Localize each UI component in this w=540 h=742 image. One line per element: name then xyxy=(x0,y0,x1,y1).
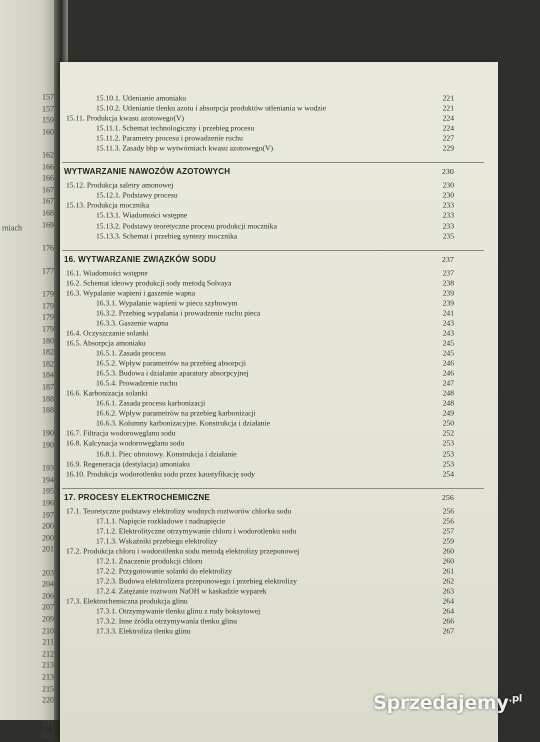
table-of-contents-page xyxy=(60,62,498,742)
toc-entry-page: 230 xyxy=(442,190,454,200)
toc-entry-title: 17.1. Teoretyczne podstawy elektrolizy wodnych roztworów chlorku sodu xyxy=(66,506,292,516)
toc-entry-title: 15.10.1. Utlenianie amoniaku xyxy=(96,93,187,103)
left-page-number: 180 xyxy=(42,336,54,346)
section-heading-title: WYTWARZANIE NAWOZÓW AZOTOWYCH xyxy=(64,167,231,177)
toc-entry-title: 15.12. Produkcja saletry amonowej xyxy=(66,180,174,190)
toc-entry-title: 16.5. Absorpcja amoniaku xyxy=(66,338,146,348)
toc-entry-title: 17.1.2. Elektrolityczne otrzymywanie chloru i wodorotlenku sodu xyxy=(96,526,297,536)
toc-entry xyxy=(60,328,498,337)
section-heading xyxy=(60,493,498,503)
toc-entry xyxy=(60,597,498,606)
left-page-number: 157 xyxy=(42,92,54,102)
toc-entry-page: 224 xyxy=(442,123,454,133)
left-page-number: 221 xyxy=(42,730,54,740)
toc-entry-title: 15.10.2. Utlenianie tlenku azotu i absorpcja produktów utleniania w wodzie xyxy=(96,103,327,113)
toc-entry-page: 245 xyxy=(442,338,454,348)
left-page-number: 190 xyxy=(42,440,54,450)
toc-entry-title: 17.3. Elektrochemiczna produkcja glinu xyxy=(66,596,188,606)
toc-entry-title: 17.3.3. Elektroliza tlenku glinu xyxy=(96,626,191,636)
left-page-number: 221 xyxy=(42,718,54,728)
toc-entry-title: 16.8. Kalcynacja wodorowęglanu sodu xyxy=(66,438,185,448)
toc-entry xyxy=(60,506,498,515)
left-page-number: 167 xyxy=(42,185,54,195)
watermark-text: Sprzedajemy xyxy=(373,692,509,714)
toc-entry-page: 221 xyxy=(442,93,454,103)
toc-entry xyxy=(60,359,498,368)
left-page-number: 207 xyxy=(42,602,54,612)
left-page-number: 166 xyxy=(42,173,54,183)
left-page-number: 159 xyxy=(42,115,54,125)
toc-entry-page: 267 xyxy=(442,626,454,636)
left-page-number: 213 xyxy=(42,660,54,670)
toc-entry xyxy=(60,278,498,287)
toc-entry-title: 17.2.1. Znaczenie produkcji chloru xyxy=(96,556,203,566)
left-page-number: 201 xyxy=(42,544,54,554)
left-page-number: 212 xyxy=(42,649,54,659)
toc-entry xyxy=(60,429,498,438)
toc-entry-title: 16.3.1. Wypalanie wapieni w piecu szybowym xyxy=(96,298,238,308)
toc-entry-title: 17.1.1. Napięcie rozkładowe i nadnapięcie xyxy=(96,516,226,526)
toc-entry-page: 248 xyxy=(442,398,454,408)
toc-entry-page: 247 xyxy=(442,378,454,388)
left-page-number: 200 xyxy=(42,521,54,531)
toc-entry xyxy=(60,231,498,240)
toc-entry-page: 241 xyxy=(442,308,454,318)
left-page-number: 195 xyxy=(42,486,54,496)
toc-entry-page: 233 xyxy=(442,210,454,220)
left-page-number: 169 xyxy=(42,220,54,230)
toc-entry xyxy=(60,419,498,428)
toc-entry xyxy=(60,349,498,358)
toc-entry-page: 239 xyxy=(442,288,454,298)
toc-entry xyxy=(60,288,498,297)
section-divider xyxy=(62,250,484,251)
toc-entry-page: 262 xyxy=(442,576,454,586)
toc-entry-title: 16.7. Filtracja wodorowęglanu sodu xyxy=(66,428,176,438)
left-page-number: 177 xyxy=(42,266,54,276)
toc-entry-title: 16.6.3. Kolumny karbonizacyjne. Konstrukcja i działanie xyxy=(96,418,270,428)
left-page-number: 193 xyxy=(42,463,54,473)
left-page-number: 204 xyxy=(42,579,54,589)
toc-entry xyxy=(60,409,498,418)
toc-entry xyxy=(60,94,498,103)
left-page-number: 179 xyxy=(42,312,54,322)
toc-entry-title: 17.1.3. Wskaźniki przebiegu elektrolizy xyxy=(96,536,218,546)
toc-entry-page: 246 xyxy=(442,358,454,368)
toc-entry xyxy=(60,104,498,113)
section-heading-title: 16. WYTWARZANIE ZWIĄZKÓW SODU xyxy=(64,254,217,264)
toc-entry-page: 260 xyxy=(442,556,454,566)
toc-entry-title: 15.13. Produkcja mocznika xyxy=(66,200,150,210)
toc-entry-page: 233 xyxy=(442,200,454,210)
toc-entry xyxy=(60,298,498,307)
toc-entry-title: 16.5.4. Prowadzenie ruchu xyxy=(96,378,178,388)
toc-entry-title: 16.3. Wypalanie wapieni i gaszenie wapna xyxy=(66,288,196,298)
toc-entry-page: 250 xyxy=(442,418,454,428)
toc-entry xyxy=(60,338,498,347)
toc-entry-title: 17.2.3. Budowa elektrolizera przeponowego i przebieg elektrolizy xyxy=(96,576,297,586)
left-page-number: 209 xyxy=(42,614,54,624)
toc-entry xyxy=(60,124,498,133)
toc-entry-title: 16.4. Oczyszczanie solanki xyxy=(66,328,149,338)
toc-entry-page: 246 xyxy=(442,368,454,378)
left-page-number: 188 xyxy=(42,405,54,415)
toc-entry-title: 16.1. Wiadomości wstępne xyxy=(66,268,148,278)
toc-entry-title: 16.8.1. Piec obrotowy. Konstrukcja i działanie xyxy=(96,449,237,458)
toc-entry-title: 17.2.2. Przygotowanie solanki do elektrolizy xyxy=(96,566,233,576)
toc-entry-title: 16.5.3. Budowa i działanie aparatury absorpcyjnej xyxy=(96,368,249,378)
toc-entry xyxy=(60,459,498,468)
toc-entry-title: 16.6. Karbonizacja solanki xyxy=(66,388,148,398)
toc-entry-title: 15.13.2. Podstawy teoretyczne procesu produkcji mocznika xyxy=(96,221,277,230)
toc-entry xyxy=(60,114,498,123)
toc-entry xyxy=(60,566,498,575)
toc-entry xyxy=(60,587,498,596)
toc-entry-page: 253 xyxy=(442,438,454,448)
toc-entry xyxy=(60,546,498,555)
toc-entry xyxy=(60,399,498,408)
toc-entry-page: 254 xyxy=(442,469,454,479)
toc-entry-page: 237 xyxy=(442,268,454,278)
section-heading-page: 230 xyxy=(442,167,454,177)
left-page-number: 196 xyxy=(42,498,54,508)
toc-entry xyxy=(60,191,498,200)
toc-entry-page: 221 xyxy=(442,103,454,113)
toc-entry-title: 16.10. Produkcja wodorotlenku sodu przez kaustyfikację sody xyxy=(66,469,255,479)
toc-entry xyxy=(60,181,498,190)
toc-entry xyxy=(60,379,498,388)
toc-entry-page: 249 xyxy=(442,408,454,418)
toc-entry xyxy=(60,516,498,525)
section-heading-page: 237 xyxy=(442,254,454,264)
toc-entry-page: 264 xyxy=(442,606,454,616)
toc-entry-title: 15.11. Produkcja kwasu azotowego(V) xyxy=(66,113,185,123)
left-page-number: 160 xyxy=(42,127,54,137)
left-page xyxy=(0,0,60,740)
left-page-number: 184 xyxy=(42,370,54,380)
toc-entry-title: 16.6.2. Wpływ parametrów na przebieg karbonizacji xyxy=(96,408,256,418)
toc-entry xyxy=(60,389,498,398)
toc-entry xyxy=(60,318,498,327)
left-page-number: 182 xyxy=(42,347,54,357)
left-page-number: 179 xyxy=(42,324,54,334)
watermark-suffix: .pl xyxy=(508,693,522,705)
watermark-logo xyxy=(373,692,522,714)
toc-entry xyxy=(60,439,498,448)
toc-entry-page: 256 xyxy=(442,506,454,516)
toc-entry xyxy=(60,221,498,230)
toc-entry-page: 248 xyxy=(442,388,454,398)
left-page-number: 176 xyxy=(42,243,54,253)
left-page-number: 190 xyxy=(42,428,54,438)
toc-entry-title: 17.3.1. Otrzymywanie tlenku glinu z rudy boksytowej xyxy=(96,606,261,616)
section-heading xyxy=(60,167,498,177)
toc-entry xyxy=(60,449,498,458)
section-divider xyxy=(62,488,484,489)
toc-entry xyxy=(60,369,498,378)
left-page-number: 220 xyxy=(42,695,54,705)
toc-entry xyxy=(60,536,498,545)
toc-entry-page: 230 xyxy=(442,180,454,190)
left-page-number: 187 xyxy=(42,382,54,392)
toc-entry xyxy=(60,556,498,565)
toc-entry-page: 239 xyxy=(442,298,454,308)
toc-entry-title: 16.5.1. Zasada procesu xyxy=(96,348,166,358)
toc-entry-page: 224 xyxy=(442,113,454,123)
section-heading xyxy=(60,255,498,265)
left-page-number: 211 xyxy=(42,637,54,647)
toc-entry-title: 15.11.1. Schemat technologiczny i przebieg procesu xyxy=(96,123,255,133)
toc-entry-page: 235 xyxy=(442,231,454,241)
toc-entry-page: 260 xyxy=(442,546,454,556)
left-page-number: 179 xyxy=(42,289,54,299)
toc-entry-title: 17.2.4. Zatężanie roztworu NaOH w kaskadzie wyparek xyxy=(96,586,267,596)
left-page-number: 166 xyxy=(42,162,54,172)
left-page-number: 179 xyxy=(42,301,54,311)
toc-entry-page: 264 xyxy=(442,596,454,606)
toc-entry-page: 263 xyxy=(442,586,454,596)
toc-entry-title: 17.2. Produkcja chloru i wodorotlenku sodu metodą elektrolizy przeponowej xyxy=(66,546,300,556)
toc-entry-title: 16.3.3. Gaszenie wapna xyxy=(96,318,169,328)
toc-entry-page: 243 xyxy=(442,328,454,338)
toc-entry-page: 245 xyxy=(442,348,454,358)
toc-entry-page: 253 xyxy=(442,459,454,469)
toc-entry-title: 15.13.3. Schemat i przebieg syntezy mocznika xyxy=(96,231,238,241)
toc-entry xyxy=(60,526,498,535)
toc-entry-page: 261 xyxy=(442,566,454,576)
toc-entry-page: 257 xyxy=(442,526,454,536)
toc-entry-page: 227 xyxy=(442,133,454,143)
toc-entry-title: 15.12.1. Podstawy procesu xyxy=(96,190,178,200)
toc-entry-title: 15.11.2. Parametry procesu i prowadzenie ruchu xyxy=(96,133,243,143)
toc-entry-title: 16.2. Schemat ideowy produkcji sody metodą Solvaya xyxy=(66,278,232,288)
toc-entry-title: 16.6.1. Zasada procesu karbonizacji xyxy=(96,398,206,408)
toc-entry-title: 15.13.1. Wiadomości wstępne xyxy=(96,210,188,220)
toc-entry-page: 233 xyxy=(442,221,454,230)
left-page-number: 157 xyxy=(42,104,54,114)
left-page-number: 162 xyxy=(42,150,54,160)
toc-entry xyxy=(60,308,498,317)
toc-entry xyxy=(60,134,498,143)
toc-entry xyxy=(60,627,498,636)
toc-entry-page: 253 xyxy=(442,449,454,458)
left-page-number: 215 xyxy=(42,684,54,694)
left-page-number: 197 xyxy=(42,510,54,520)
left-page-number: 206 xyxy=(42,591,54,601)
left-page-number: 194 xyxy=(42,475,54,485)
section-heading-title: 17. PROCESY ELEKTROCHEMICZNE xyxy=(64,492,210,502)
left-page-number: 188 xyxy=(42,394,54,404)
toc-entry-page: 238 xyxy=(442,278,454,288)
toc-entry xyxy=(60,469,498,478)
toc-entry-page: 229 xyxy=(442,143,454,153)
toc-entry-page: 256 xyxy=(442,516,454,526)
toc-entry xyxy=(60,617,498,626)
toc-entry-page: 243 xyxy=(442,318,454,328)
left-page-number: 168 xyxy=(42,208,54,218)
toc-entry-page: 266 xyxy=(442,616,454,626)
left-page-number: 213 xyxy=(42,672,54,682)
toc-entry-title: 15.11.3. Zasady bhp w wytwórniach kwasu azotowego(V) xyxy=(96,143,274,153)
left-page-number: 203 xyxy=(42,568,54,578)
section-divider xyxy=(62,162,484,163)
left-page-number: 200 xyxy=(42,533,54,543)
toc-entry xyxy=(60,577,498,586)
toc-entry-title: 16.5.2. Wpływ parametrów na przebieg absorpcji xyxy=(96,358,246,368)
toc-entry-page: 252 xyxy=(442,428,454,438)
section-heading-page: 256 xyxy=(442,492,454,502)
toc-entry xyxy=(60,201,498,210)
toc-entry-title: 16.9. Regeneracja (destylacja) amoniaku xyxy=(66,459,190,469)
left-page-word: rniach xyxy=(2,223,22,233)
toc-entry xyxy=(60,607,498,616)
toc-entry xyxy=(60,144,498,153)
toc-entry-page: 259 xyxy=(442,536,454,546)
toc-entry xyxy=(60,211,498,220)
left-page-number: 167 xyxy=(42,196,54,206)
toc-entry-title: 17.3.2. Inne źródła otrzymywania tlenku glinu xyxy=(96,616,237,626)
left-page-number: 182 xyxy=(42,359,54,369)
left-page-number: 210 xyxy=(42,626,54,636)
toc-entry xyxy=(60,268,498,277)
toc-entry-title: 16.3.2. Przebieg wypalania i prowadzenie ruchu pieca xyxy=(96,308,261,318)
